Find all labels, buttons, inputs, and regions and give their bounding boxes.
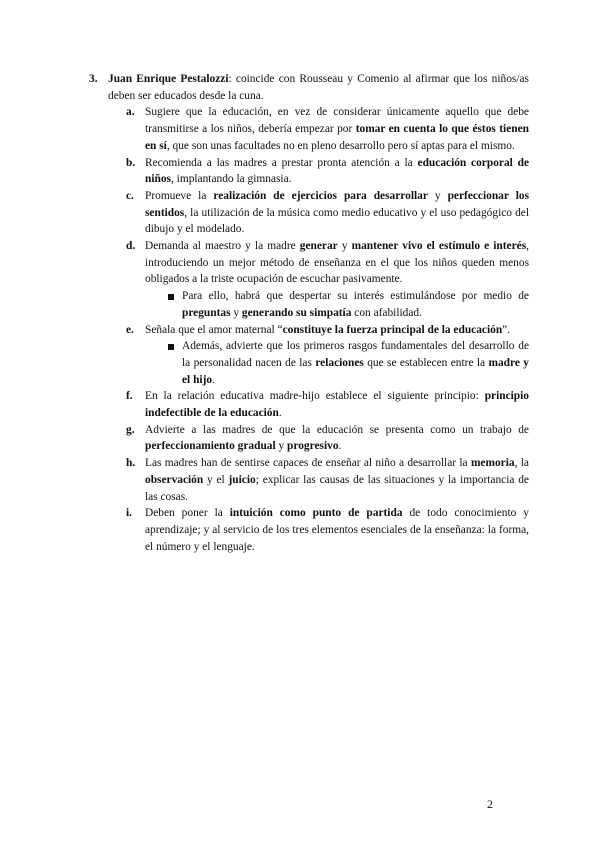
text-run: .	[278, 407, 282, 420]
text-run: Sugiere que la educación, en vez de considerar únicamente aquello que debe transmitirse a los niños, debería empezar por	[145, 106, 529, 136]
sub-letter: h.	[126, 457, 136, 470]
sub-item-i	[89, 505, 529, 555]
sub-letter: a.	[126, 106, 135, 119]
text-run: ”.	[502, 323, 511, 336]
text-run: con afabilidad.	[351, 306, 422, 319]
bold-run: juicio	[228, 473, 256, 486]
text-run: , que son unas facultades no en pleno desarrollo pero sí aptas para el mismo.	[166, 139, 515, 152]
bullet-item-e	[89, 338, 529, 388]
sub-letter: b.	[126, 156, 136, 169]
sub-item-f	[89, 388, 529, 421]
text-run: de todo conocimiento y aprendizaje; y al servicio de los tres elementos esenciales de la enseñanza: la forma, el número y el lenguaje.	[145, 507, 530, 553]
text-run: que se establecen entre la	[363, 356, 489, 369]
text-run: Recomienda a las madres a prestar pronta atención a la	[145, 156, 418, 169]
text-run: y	[427, 189, 448, 202]
text-run: y	[337, 240, 352, 253]
bold-run: generar	[299, 240, 338, 253]
text-run: Demanda al maestro y la madre	[145, 240, 300, 253]
text-run: y el	[203, 473, 229, 486]
text-run: Las madres han de sentirse capaces de enseñar al niño a desarrollar la	[145, 457, 471, 470]
bold-run: preguntas	[182, 306, 231, 319]
bold-run: progresivo	[287, 440, 339, 453]
text-run: .	[338, 440, 342, 453]
sub-item-a	[89, 104, 529, 154]
sub-letter: f.	[126, 390, 133, 403]
square-bullet-icon	[168, 294, 174, 300]
text-run: Señala que el amor maternal “	[145, 323, 283, 336]
bold-run: relaciones	[315, 356, 364, 369]
sub-item-h	[89, 455, 529, 505]
sub-item-c	[89, 188, 529, 238]
bold-run: educación corporal de niños	[145, 156, 529, 186]
bold-run: mantener vivo el estímulo e interés	[351, 240, 527, 253]
bold-run: perfeccionar los sentidos	[145, 189, 529, 219]
text-run: y	[275, 440, 288, 453]
bold-run: realización de ejercicios para desarrollar	[213, 189, 428, 202]
list-number: 3.	[89, 73, 98, 85]
text-run: Además, advierte que los primeros rasgos fundamentales del desarrollo de la personalidad nacen de las	[182, 340, 529, 369]
bold-run: perfeccionamiento gradual	[145, 440, 276, 453]
bullet-item-d	[89, 288, 529, 321]
sub-item-g	[89, 422, 529, 455]
text-run: En la relación educativa madre-hijo establece el siguiente principio:	[145, 390, 485, 403]
bold-run: constituye la fuerza principal de la educación	[282, 323, 503, 336]
sub-letter: g.	[126, 423, 135, 436]
bold-run: intuición como punto de partida	[229, 507, 403, 520]
text-run: , implantando la gimnasia.	[170, 173, 292, 186]
list-item-3	[89, 71, 529, 104]
document-body	[89, 71, 529, 555]
text-run: Promueve la	[145, 189, 214, 202]
text-run: Para ello, habrá que despertar su interés estimulándose por medio de	[182, 290, 529, 303]
sub-letter: e.	[126, 323, 134, 336]
sub-item-e	[89, 322, 529, 339]
sub-item-b	[89, 155, 529, 188]
sub-letter: c.	[126, 189, 134, 202]
text-run: Deben poner la	[145, 507, 230, 520]
text-run: , la utilización de la música como medio educativo y el uso pedagógico del dibujo y el modelado.	[145, 206, 529, 236]
text-run: , introduciendo un mejor método de enseñanza en el que los niños queden menos obligados a la triste ocupación de escuchar pasivamente.	[145, 240, 530, 286]
sub-item-d	[89, 238, 529, 288]
text-run: ; explicar las causas de las situaciones y la importancia de las cosas.	[145, 473, 529, 503]
square-bullet-icon	[168, 344, 174, 350]
bold-run: principio indefectible de la educación	[145, 390, 529, 420]
text-run: y	[230, 306, 242, 319]
bold-run: madre y el hijo	[182, 356, 530, 386]
author-name: Juan Enrique Pestalozzi	[108, 73, 229, 85]
text-run: .	[212, 373, 215, 386]
bold-run: generando su simpatía	[241, 306, 352, 319]
sub-letter: d.	[126, 240, 136, 253]
bold-run: memoria	[470, 457, 515, 470]
sub-letter: i.	[126, 507, 133, 520]
bold-run: tomar en cuenta lo que éstos tienen en sí	[145, 123, 529, 152]
page-number: 2	[487, 797, 493, 811]
text-run: , la	[514, 457, 529, 470]
text-run: Advierte a las madres de que la educación se presenta como un trabajo de	[145, 423, 529, 436]
item-text: : coincide con Rousseau y Comenio al afirmar que los niños/as deben ser educados desde la cuna.	[108, 73, 529, 102]
bold-run: observación	[145, 473, 204, 486]
sub-list	[89, 104, 529, 555]
